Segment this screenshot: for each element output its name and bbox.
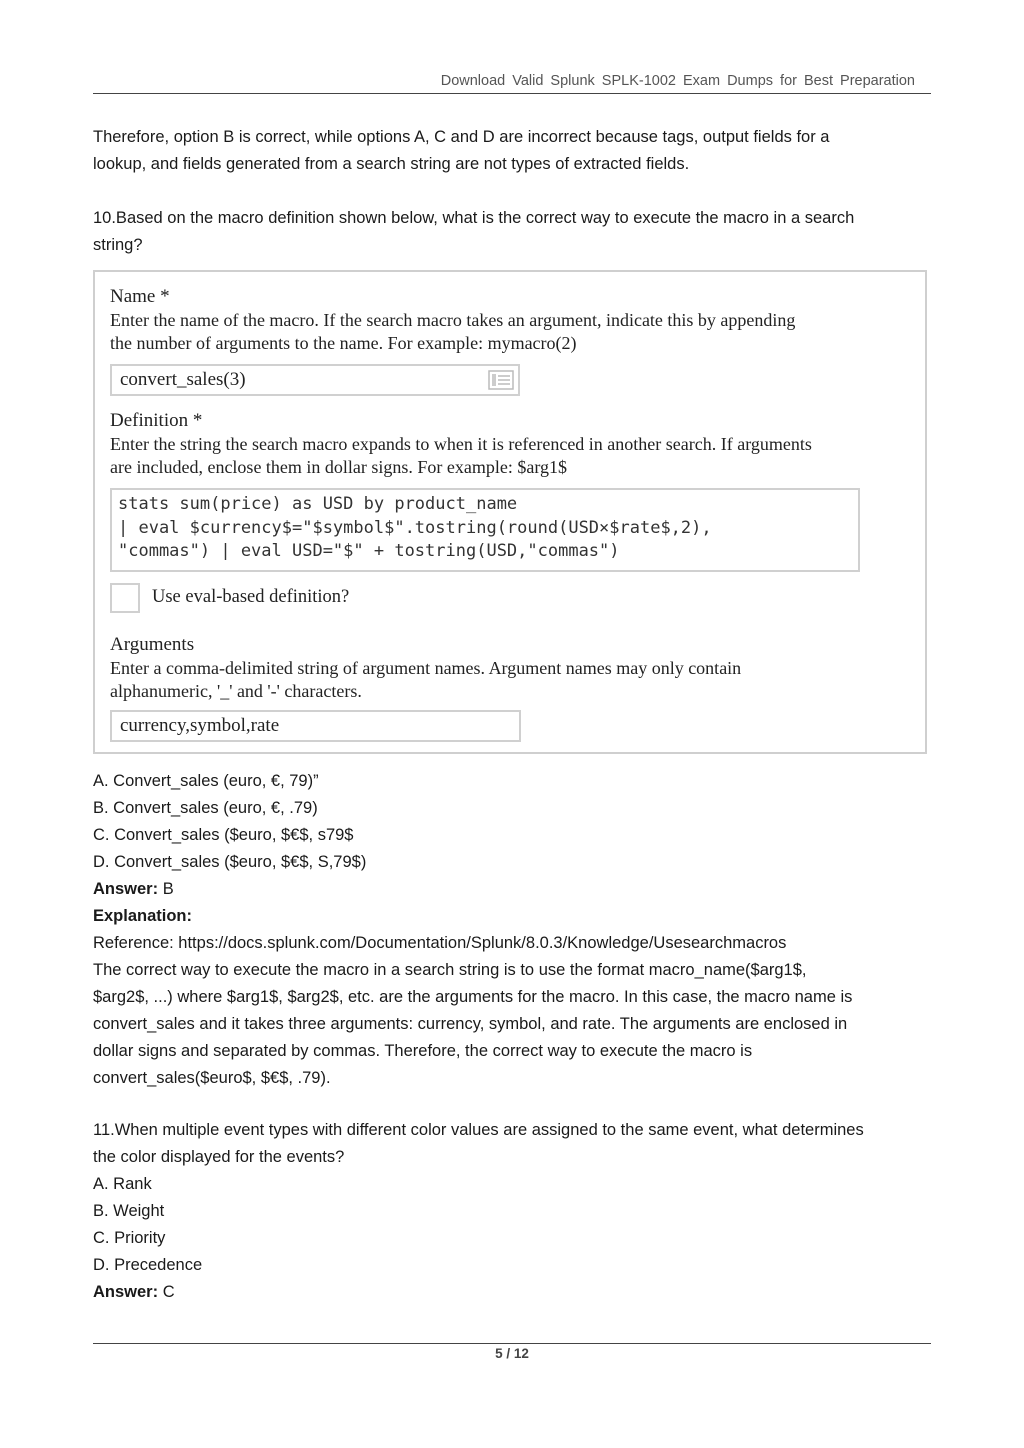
- answer-line: [93, 1279, 938, 1306]
- text-line: Enter a comma-delimited string of argument names. Argument names may only contain: [110, 658, 742, 678]
- code-line: "commas") | eval USD="$" + tostring(USD,"commas"): [118, 541, 620, 561]
- text-line: 11.When multiple event types with different color values are assigned to the same event, what determines: [93, 1121, 864, 1139]
- footer-divider: [93, 1343, 931, 1344]
- text-line: Reference: https://docs.splunk.com/Documentation/Splunk/8.0.3/Knowledge/Usesearchmacros: [93, 934, 787, 952]
- list-icon: [488, 370, 514, 390]
- definition-label: Definition *: [110, 410, 203, 431]
- text-line: The correct way to execute the macro in a search string is to use the format macro_name($arg1$,: [93, 961, 807, 979]
- arguments-value: currency,symbol,rate: [120, 715, 280, 736]
- macro-name-value: convert_sales(3): [120, 369, 246, 390]
- name-description: [110, 309, 900, 355]
- definition-code-field: [110, 488, 860, 572]
- definition-description: [110, 433, 900, 479]
- text-line: 10.Based on the macro definition shown below, what is the correct way to execute the macro in a search: [93, 209, 855, 227]
- eval-checkbox-label: Use eval-based definition?: [152, 587, 350, 607]
- text-line: Therefore, option B is correct, while options A, C and D are incorrect because tags, output fields for a: [93, 128, 830, 146]
- text-line: are included, enclose them in dollar signs. For example: $arg1$: [110, 457, 568, 477]
- macro-name-field: [110, 364, 520, 396]
- page-header: [93, 60, 931, 94]
- option-c: C. Convert_sales ($euro, $€$, s79$: [93, 826, 354, 844]
- explanation-heading: [93, 903, 938, 930]
- option-b: B. Weight: [93, 1202, 165, 1220]
- name-label: Name *: [110, 286, 170, 307]
- option-a: A. Rank: [93, 1175, 152, 1193]
- arguments-field: [110, 710, 521, 742]
- answer-line: [93, 876, 938, 903]
- text-line: the color displayed for the events?: [93, 1148, 345, 1166]
- question-10: [93, 205, 938, 259]
- text-line: $arg2$, ...) where $arg1$, $arg2$, etc. are the arguments for the macro. In this case, the macro name is: [93, 988, 853, 1006]
- text-line: convert_sales($euro$, $€$, .79).: [93, 1069, 331, 1087]
- arguments-label: Arguments: [110, 634, 195, 655]
- page-number: 5 / 12: [495, 1346, 529, 1361]
- option-b: B. Convert_sales (euro, €, .79): [93, 799, 318, 817]
- macro-definition-screenshot: [93, 270, 927, 754]
- option-d: D. Precedence: [93, 1256, 203, 1274]
- eval-definition-checkbox: [110, 583, 140, 613]
- text-line: Enter the string the search macro expands to when it is referenced in another search. If arguments: [110, 434, 812, 454]
- code-line: | eval $currency$="$symbol$".tostring(round(USD×$rate$,2),: [118, 517, 712, 538]
- answer-value: B: [158, 880, 174, 898]
- text-line: alphanumeric, '_' and '-' characters.: [110, 681, 362, 701]
- text-line: dollar signs and separated by commas. Therefore, the correct way to execute the macro is: [93, 1042, 753, 1060]
- option-a: A. Convert_sales (euro, €, 79)”: [93, 772, 319, 790]
- text-line: lookup, and fields generated from a search string are not types of extracted fields.: [93, 155, 690, 173]
- text-line: convert_sales and it takes three arguments: currency, symbol, and rate. The arguments are enclosed in: [93, 1015, 848, 1033]
- intro-paragraph: [93, 124, 938, 178]
- text-line: the number of arguments to the name. For example: mymacro(2): [110, 333, 577, 353]
- option-c: C. Priority: [93, 1229, 166, 1247]
- option-d: D. Convert_sales ($euro, $€$, S,79$): [93, 853, 367, 871]
- text-line: string?: [93, 236, 143, 254]
- answer-value: C: [158, 1283, 175, 1301]
- text-line: Enter the name of the macro. If the search macro takes an argument, indicate this by appending: [110, 310, 796, 330]
- answer-label: Answer:: [93, 880, 159, 898]
- question-10-options: [93, 768, 938, 1092]
- answer-label: Answer:: [93, 1283, 159, 1301]
- header-title: Download Valid Splunk SPLK-1002 Exam Dumps for Best Preparation: [440, 73, 915, 89]
- arguments-description: [110, 657, 900, 703]
- code-line: stats sum(price) as USD by product_name: [118, 494, 518, 514]
- explanation-label: Explanation:: [93, 907, 193, 925]
- question-11: [93, 1117, 938, 1306]
